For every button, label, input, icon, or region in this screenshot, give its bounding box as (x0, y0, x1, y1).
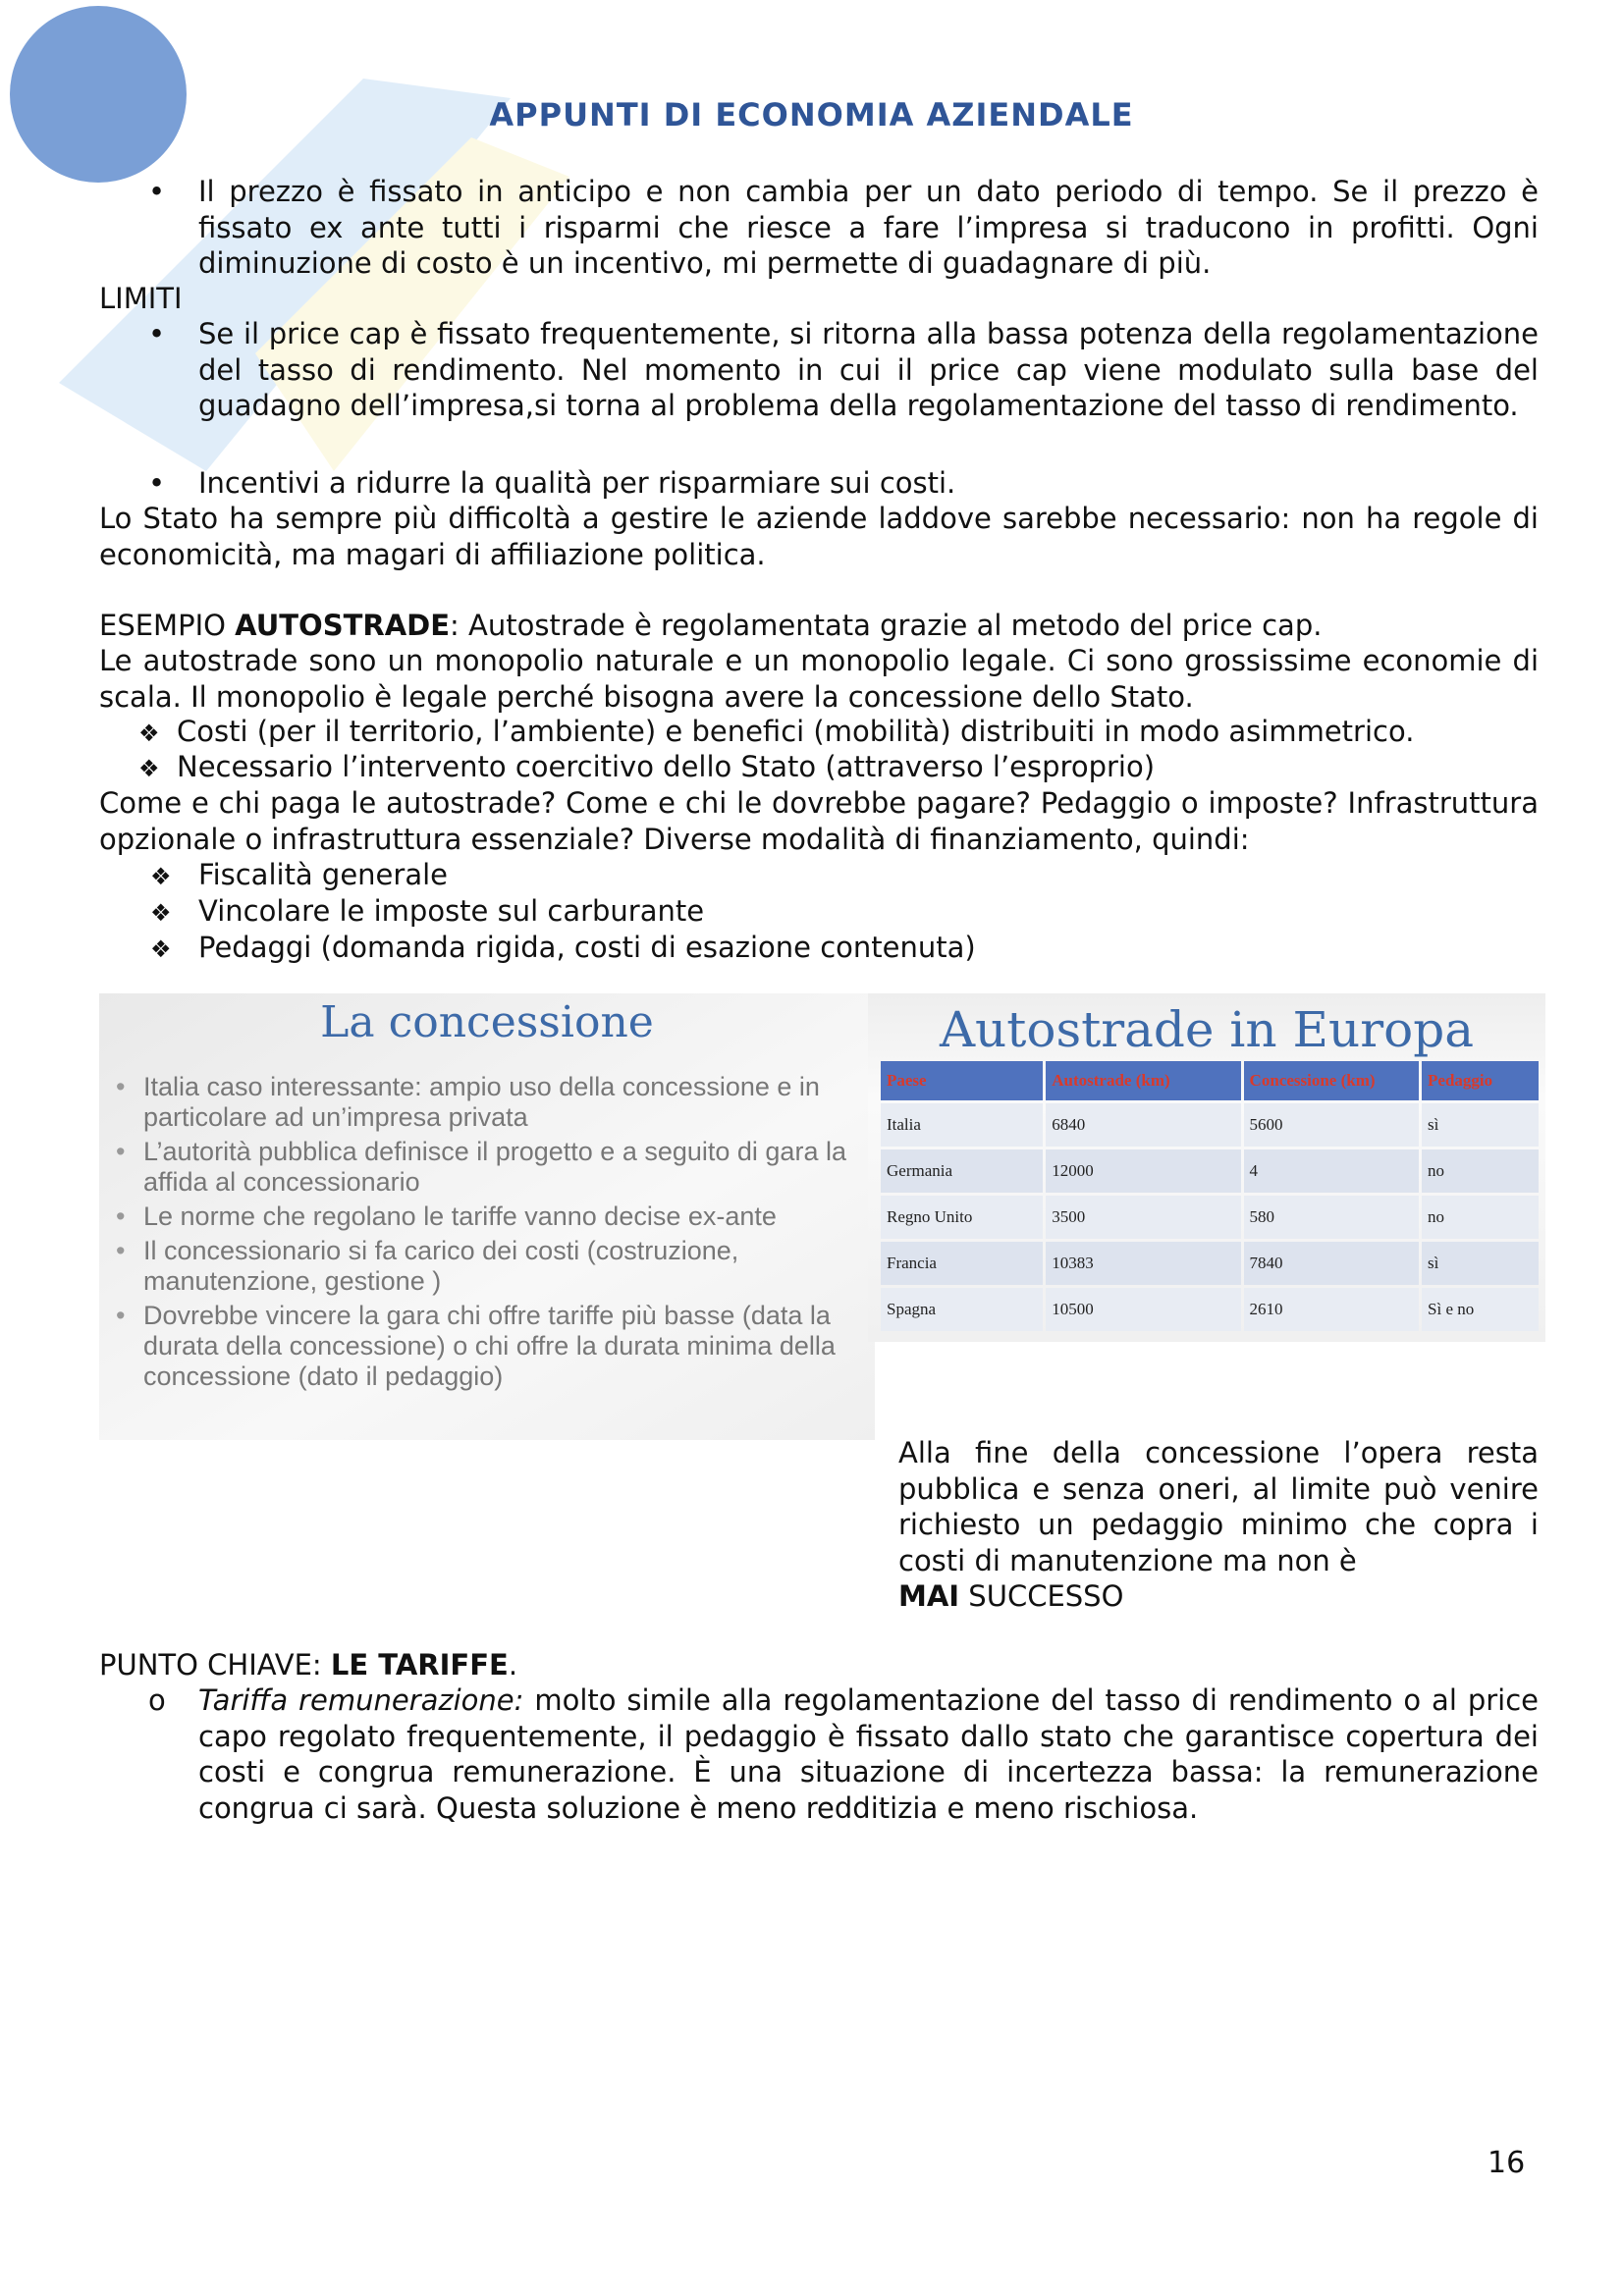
bullet-text: Se il price cap è fissato frequentemente, si ritorna alla bassa potenza della regolamentazione del tasso di rendimento. Nel momento in cui il price cap viene modulato sulla base del guadagno dell’impresa,si torna al problema della regolamentazione del tasso di rendimento. (198, 317, 1539, 422)
table-row (881, 1242, 1539, 1285)
punto-suffix: . (508, 1648, 518, 1682)
page-number: 16 (1488, 2146, 1526, 2180)
star-bullet-icon: ❖ (150, 863, 172, 890)
paragraph-autostrade: Le autostrade sono un monopolio naturale e un monopolio legale. Ci sono grossissime economie di scala. Il monopolio è legale perché bisogna avere la concessione dello Stato. (99, 644, 1539, 714)
slide-list-item: • Il concessionario si fa carico dei costi (costruzione, manutenzione, gestione ) (143, 1236, 875, 1297)
table-cell: 7840 (1244, 1242, 1419, 1285)
star-bullet-icon: ❖ (138, 755, 160, 782)
table-cell: 10383 (1046, 1242, 1240, 1285)
slide-concessione (99, 993, 875, 1440)
table-cell: 10500 (1046, 1288, 1240, 1331)
table-cell: 2610 (1244, 1288, 1419, 1331)
fine-tail: SUCCESSO (959, 1579, 1124, 1613)
column-header: Concessione (km) (1244, 1061, 1419, 1100)
table-cell: no (1422, 1149, 1539, 1193)
column-header: Paese (881, 1061, 1043, 1100)
esempio-line (99, 608, 1539, 644)
table-cell: Italia (881, 1103, 1043, 1147)
punto-bold: LE TARIFFE (330, 1648, 509, 1682)
esempio-prefix: ESEMPIO (99, 609, 236, 642)
limiti-heading: LIMITI (99, 282, 183, 315)
table-row (881, 1288, 1539, 1331)
table-cell: Francia (881, 1242, 1043, 1285)
paragraph-come: Come e chi paga le autostrade? Come e chi le dovrebbe pagare? Pedaggio o imposte? Infrastruttura opzionale o infrastruttura essenziale? Diverse modalità di finanziamento, quindi: (99, 786, 1539, 856)
table-cell: Spagna (881, 1288, 1043, 1331)
bullet-marker: • (148, 466, 166, 500)
table-cell: Regno Unito (881, 1196, 1043, 1239)
bullet-text: Incentivi a ridurre la qualità per risparmiare sui costi. (198, 466, 956, 500)
slide-list-item: • L’autorità pubblica definisce il progetto e a seguito di gara la affida al concessionario (143, 1137, 875, 1198)
list-marker: o (148, 1683, 166, 1717)
bullet-marker: • (148, 317, 166, 350)
star-bullet-icon: ❖ (150, 899, 172, 927)
esempio-rest: : Autostrade è regolamentata grazie al metodo del price cap. (450, 609, 1323, 642)
column-header: Pedaggio (1422, 1061, 1539, 1100)
slide-list-item: • Le norme che regolano le tariffe vanno decise ex-ante (143, 1201, 875, 1232)
punto-chiave (99, 1647, 1539, 1683)
table-cell: 6840 (1046, 1103, 1240, 1147)
star-bullet-icon: ❖ (150, 935, 172, 963)
esempio-bold: AUTOSTRADE (235, 609, 451, 642)
table-cell: Sì e no (1422, 1288, 1539, 1331)
fine-text: Alla fine della concessione l’opera resta pubblica e senza oneri, al limite può venire richiesto un pedaggio minimo che copra i costi di manutenzione ma non è (898, 1436, 1539, 1577)
star-item: Vincolare le imposte sul carburante (198, 894, 705, 928)
europe-table (878, 1058, 1542, 1334)
slide-title: La concessione (320, 997, 654, 1047)
tariffa-paragraph (198, 1682, 1539, 1826)
table-row (881, 1149, 1539, 1193)
table-cell: sì (1422, 1103, 1539, 1147)
bullet-text: Il prezzo è fissato in anticipo e non cambia per un dato periodo di tempo. Se il prezzo è fissato ex ante tutti i risparmi che riesce a fare l’impresa si traducono in profitti. Ogni diminuzione di costo è un incentivo, mi permette di guadagnare di più. (198, 175, 1539, 280)
page-title: APPUNTI DI ECONOMIA AZIENDALE (489, 96, 1134, 133)
column-header: Autostrade (km) (1046, 1061, 1240, 1100)
table-header-row (881, 1061, 1539, 1100)
star-item: Necessario l’intervento coercitivo dello Stato (attraverso l’esproprio) (177, 750, 1156, 783)
paragraph-stato: Lo Stato ha sempre più difficoltà a gestire le aziende laddove sarebbe necessario: non ha regole di economicità, ma magari di affiliazione politica. (99, 502, 1539, 571)
table-cell: 4 (1244, 1149, 1419, 1193)
bullet-marker: • (148, 175, 166, 208)
table-row (881, 1196, 1539, 1239)
table-cell: sì (1422, 1242, 1539, 1285)
slide-list (109, 1072, 875, 1396)
star-item: Fiscalità generale (198, 858, 448, 891)
table-cell: Germania (881, 1149, 1043, 1193)
paragraph-fine-concessione (898, 1435, 1539, 1615)
slide-title: Autostrade in Europa (939, 1001, 1475, 1058)
slide-list-item: • Italia caso interessante: ampio uso della concessione e in particolare ad un’impresa privata (143, 1072, 875, 1133)
slide-autostrade-europa (868, 993, 1545, 1342)
slide-list-item: • Dovrebbe vincere la gara chi offre tariffe più basse (data la durata della concessione) o chi offre la durata minima della concessione (dato il pedaggio) (143, 1301, 875, 1392)
table-cell: 3500 (1046, 1196, 1240, 1239)
table-cell: 5600 (1244, 1103, 1419, 1147)
fine-bold: MAI (898, 1579, 960, 1613)
table-cell: 580 (1244, 1196, 1419, 1239)
punto-prefix: PUNTO CHIAVE: (99, 1648, 331, 1682)
tariffa-italic: Tariffa remunerazione: (198, 1683, 524, 1717)
decorative-circle (10, 6, 187, 183)
table-row (881, 1103, 1539, 1147)
tariffa-text: molto simile alla regolamentazione del tasso di rendimento o al price capo regolato frequentemente, il pedaggio è fissato dallo stato che garantisce copertura dei costi e congrua remunerazione. È una situazione di incertezza bassa: la remunerazione congrua ci sarà. Questa soluzione è meno redditizia e meno rischiosa. (198, 1683, 1539, 1825)
table-cell: no (1422, 1196, 1539, 1239)
star-item: Costi (per il territorio, l’ambiente) e benefici (mobilità) distribuiti in modo asimmetrico. (177, 715, 1415, 748)
star-item: Pedaggi (domanda rigida, costi di esazione contenuta) (198, 931, 976, 964)
table-cell: 12000 (1046, 1149, 1240, 1193)
star-bullet-icon: ❖ (138, 720, 160, 747)
